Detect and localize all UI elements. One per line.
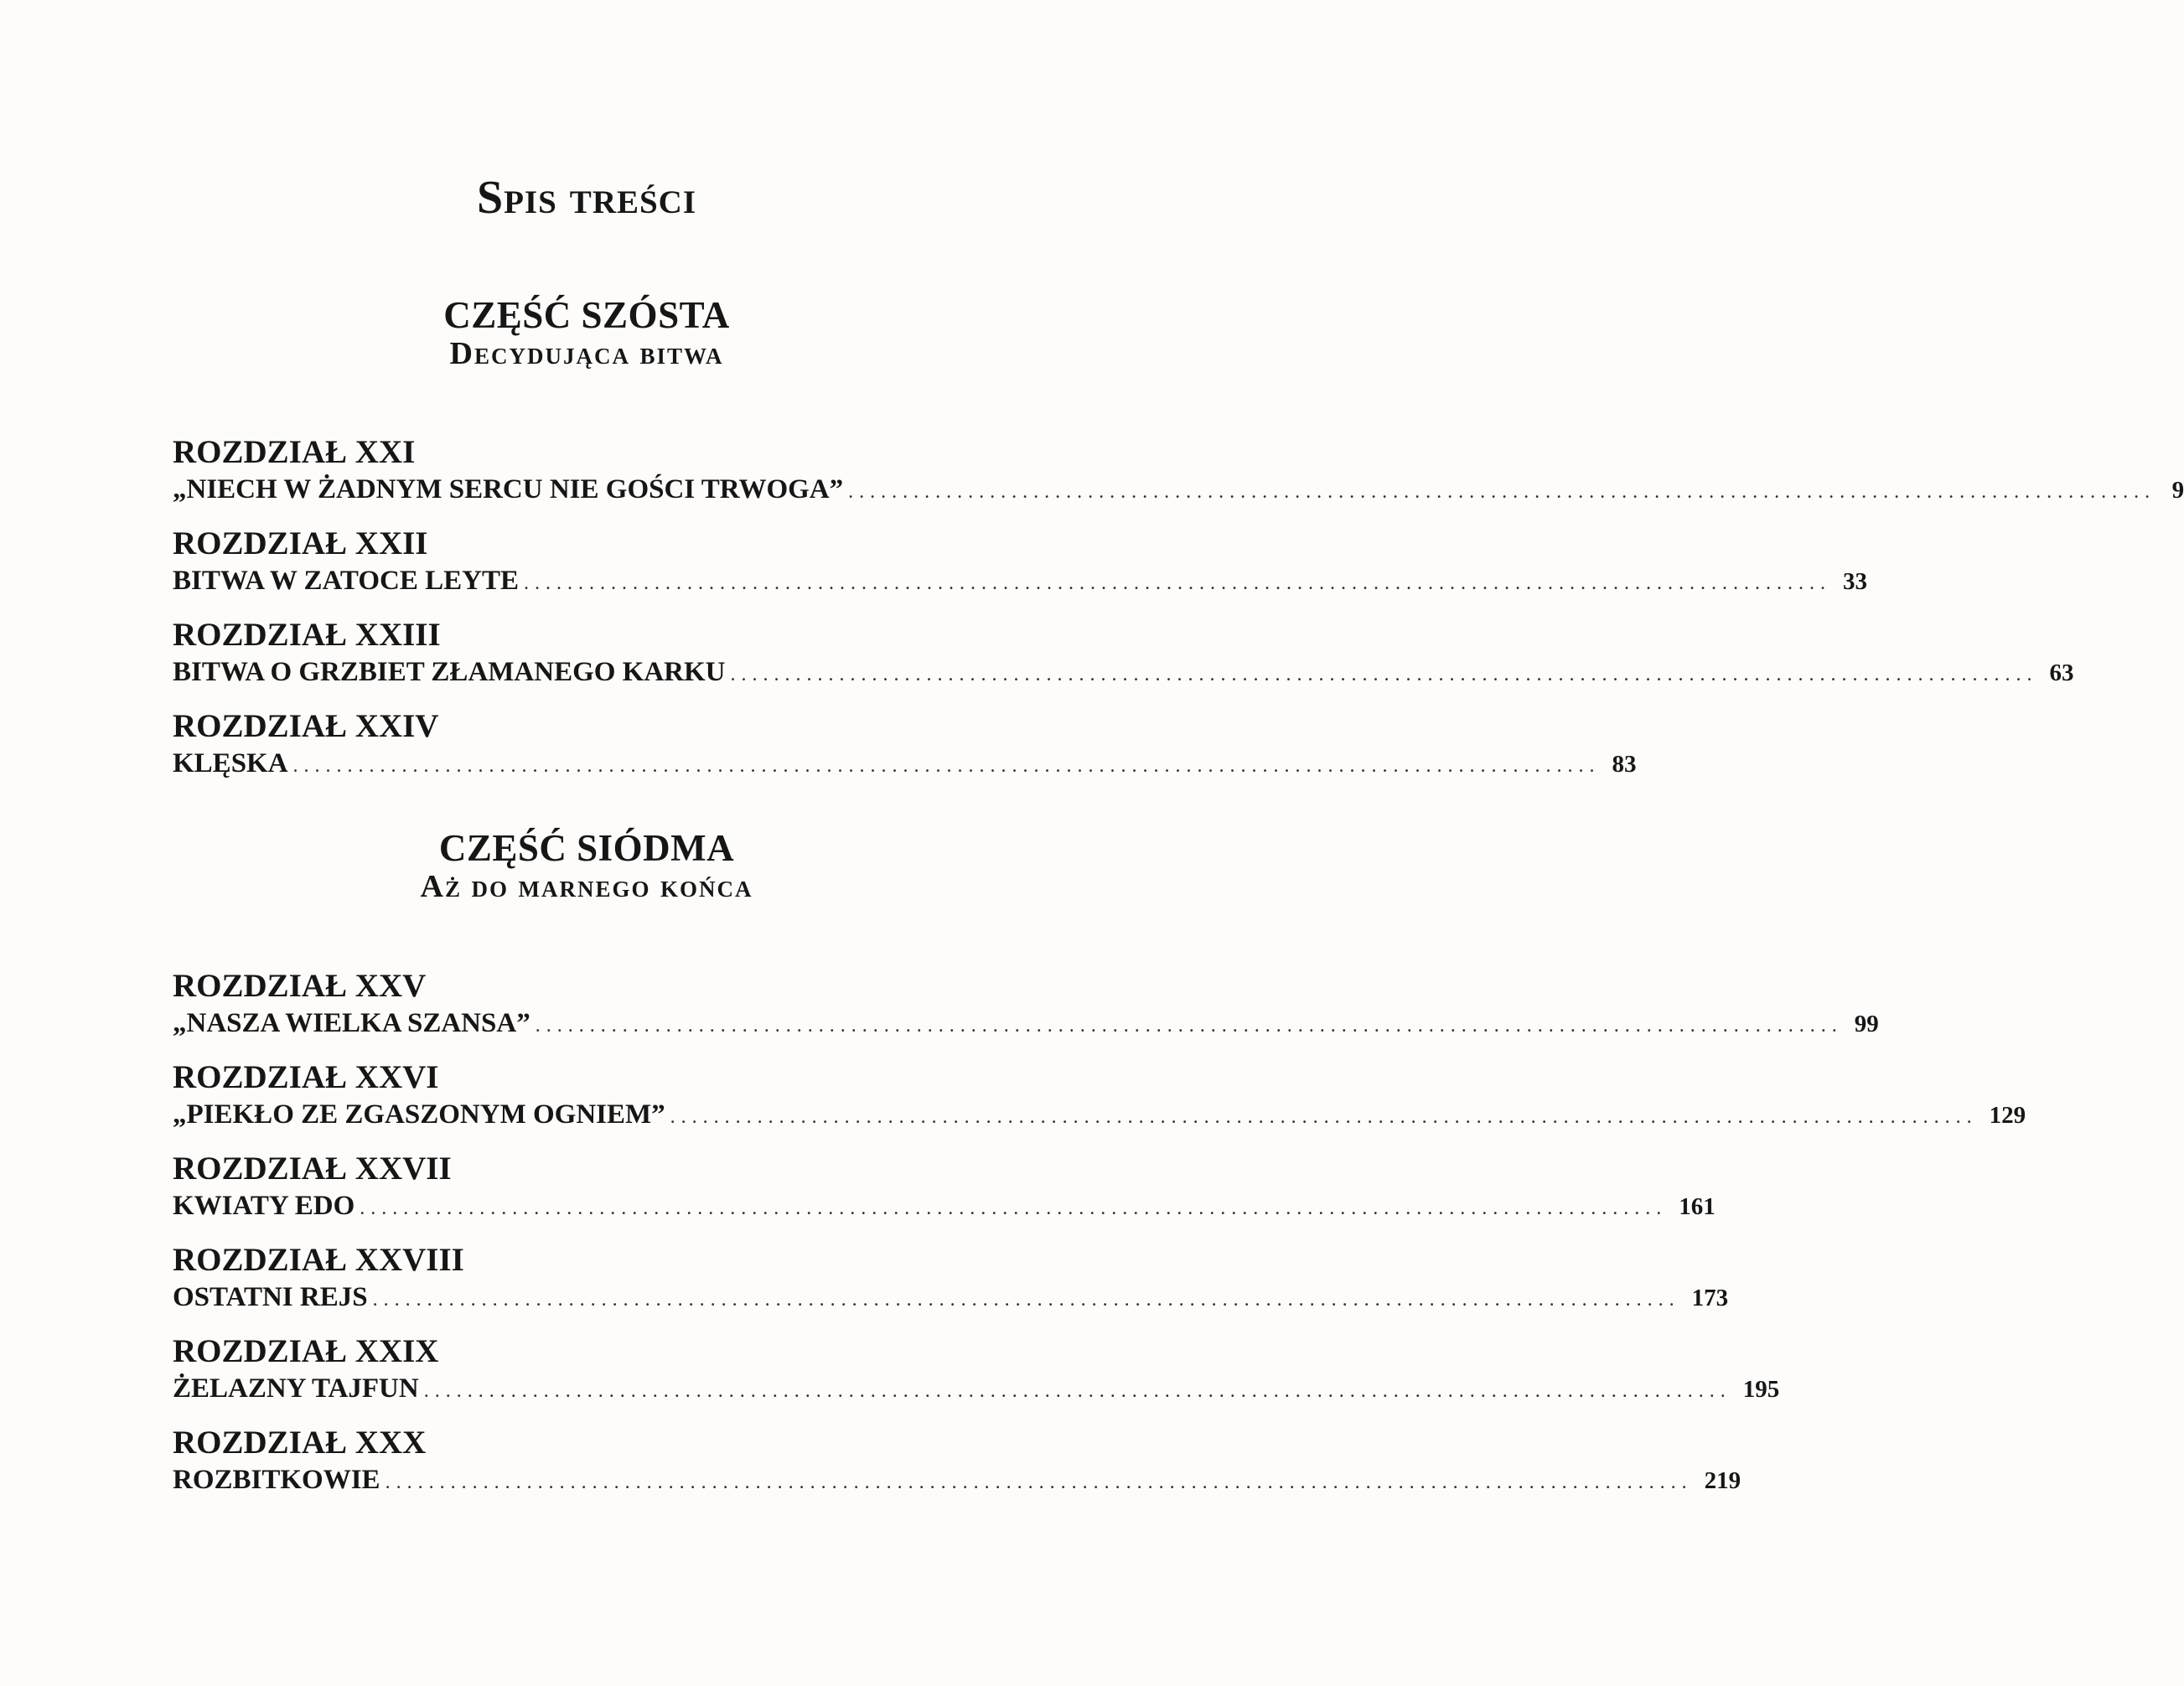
- part-header-7: [0, 828, 1173, 905]
- dot-leader: ........................................................................................................................: [372, 1289, 1680, 1311]
- page-number: 129: [1989, 1102, 2026, 1129]
- page-number: 9: [2171, 477, 2184, 504]
- dot-leader: ........................................................................................................................: [523, 572, 1831, 594]
- toc-entry[interactable]: [173, 1059, 2026, 1151]
- chapter-heading: ROZDZIAŁ XXII: [173, 525, 428, 561]
- part-header-6: [0, 295, 1173, 372]
- page-number: 173: [1691, 1285, 1729, 1311]
- toc-entry[interactable]: [173, 968, 1879, 1059]
- page-number: 33: [1842, 568, 1867, 595]
- chapter-heading: ROZDZIAŁ XXI: [173, 434, 416, 470]
- dot-leader: ........................................................................................................................: [360, 1197, 1668, 1219]
- dot-leader: ........................................................................................................................: [423, 1380, 1731, 1402]
- chapter-heading: ROZDZIAŁ XXVIII: [173, 1242, 464, 1278]
- page-title: Spis treści: [476, 172, 697, 224]
- dot-leader: ........................................................................................................................: [848, 481, 2156, 503]
- chapter-heading: ROZDZIAŁ XXVII: [173, 1151, 452, 1187]
- dot-leader: ........................................................................................................................: [292, 755, 1601, 777]
- toc-entry[interactable]: [173, 708, 1637, 799]
- dot-leader: ........................................................................................................................: [730, 664, 2038, 685]
- chapter-title: KLĘSKA: [173, 748, 288, 778]
- toc-entry[interactable]: [173, 525, 1867, 617]
- page-number: 63: [2049, 659, 2074, 686]
- chapter-heading: ROZDZIAŁ XXIII: [173, 617, 441, 653]
- chapter-title: OSTATNI REJS: [173, 1282, 368, 1312]
- toc-entry[interactable]: [173, 1151, 1716, 1242]
- page-number: 161: [1679, 1193, 1716, 1220]
- chapter-title: KWIATY EDO: [173, 1191, 355, 1221]
- dot-leader: ........................................................................................................................: [535, 1015, 1843, 1037]
- chapter-title: ROZBITKOWIE: [173, 1465, 380, 1495]
- chapter-heading: ROZDZIAŁ XXIV: [173, 708, 439, 744]
- page-number: 219: [1704, 1467, 1742, 1494]
- toc-entry[interactable]: [173, 1333, 1780, 1425]
- chapter-title: „NASZA WIELKA SZANSA”: [173, 1008, 530, 1038]
- chapter-title: BITWA O GRZBIET ZŁAMANEGO KARKU: [173, 657, 726, 687]
- chapter-list-part-6: [173, 434, 2184, 799]
- chapter-list-part-7: [173, 968, 2026, 1516]
- chapter-title: BITWA W ZATOCE LEYTE: [173, 566, 519, 596]
- part-subtitle: Decydująca bitwa: [449, 336, 724, 371]
- part-name: CZĘŚĆ SZÓSTA: [443, 294, 730, 336]
- chapter-title: ŻELAZNY TAJFUN: [173, 1373, 419, 1404]
- dot-leader: ........................................................................................................................: [385, 1471, 1693, 1493]
- toc-entry[interactable]: [173, 1242, 1729, 1333]
- part-name: CZĘŚĆ SIÓDMA: [438, 827, 735, 869]
- part-subtitle: Aż do marnego końca: [420, 869, 753, 904]
- chapter-heading: ROZDZIAŁ XXV: [173, 968, 427, 1004]
- chapter-title: „PIEKŁO ZE ZGASZONYM OGNIEM”: [173, 1099, 665, 1130]
- chapter-title: „NIECH W ŻADNYM SERCU NIE GOŚCI TRWOGA”: [173, 474, 844, 504]
- chapter-heading: ROZDZIAŁ XXX: [173, 1425, 427, 1461]
- page-number: 83: [1612, 751, 1637, 778]
- toc-entry[interactable]: [173, 617, 2074, 708]
- chapter-heading: ROZDZIAŁ XXVI: [173, 1059, 439, 1095]
- page-number: 195: [1742, 1376, 1780, 1403]
- toc-entry[interactable]: [173, 434, 2184, 525]
- toc-entry[interactable]: [173, 1425, 1742, 1516]
- page-number: 99: [1854, 1011, 1879, 1037]
- chapter-heading: ROZDZIAŁ XXIX: [173, 1333, 439, 1369]
- dot-leader: ........................................................................................................................: [670, 1106, 1978, 1128]
